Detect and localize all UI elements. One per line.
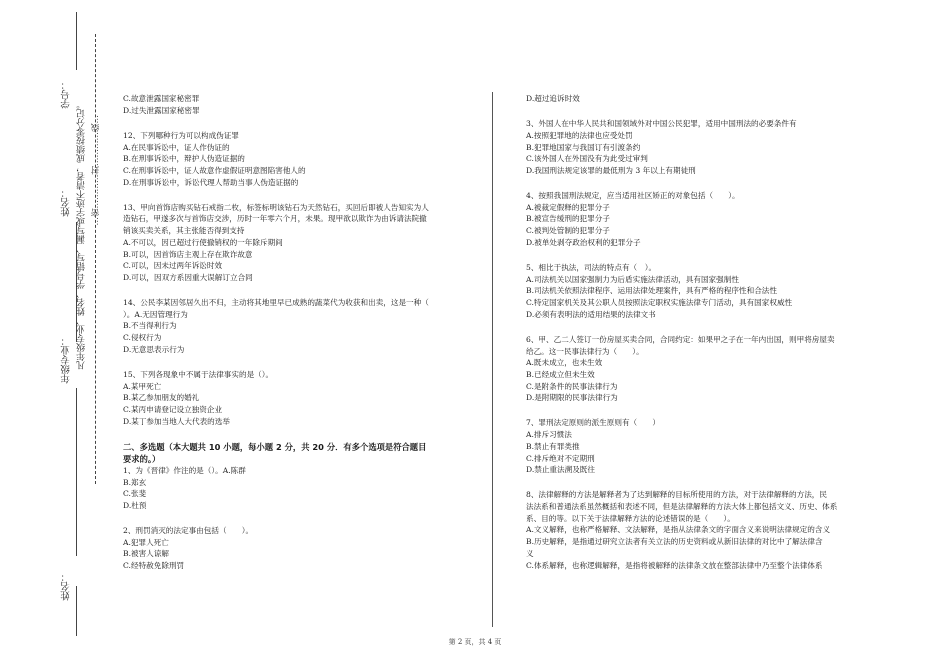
question-line: C.可以，因未过两年诉讼时效 bbox=[123, 261, 223, 271]
blank-line bbox=[526, 105, 866, 118]
question-line: A.在民事诉讼中，证人作伪证的 bbox=[123, 142, 230, 152]
question-line: D.禁止重法溯及既往 bbox=[526, 465, 595, 475]
question-line: C.是附条件的民事法律行为 bbox=[526, 381, 618, 391]
blank-line bbox=[123, 188, 478, 201]
question-line: B.司法机关依照法律程序、运用法律处理案件，具有严格的程序性和合法性 bbox=[526, 286, 777, 296]
question-line: A.司法机关以国家强制力为后盾实施法律活动，具有国家强制性 bbox=[526, 274, 739, 284]
question-line: A.不可以，因已超过行使撤销权的一年除斥期间 bbox=[123, 237, 283, 247]
question-line: 8、法律解释的方法是解释者为了达到解释的目标所使用的方法，对于法律解释的方法，民 bbox=[526, 490, 827, 500]
question-line: B.被害人谅解 bbox=[123, 549, 169, 559]
question-line: B.禁止有罪类推 bbox=[526, 441, 580, 451]
question-line: A.文义解释，也称严格解释、文法解释，是指从法律条文的字面含义来说明法律规定的含义 bbox=[526, 525, 831, 535]
question-line: B.犯罪地国家与我国订有引渡条约 bbox=[526, 142, 641, 152]
question-line: 13、甲向首饰店购买钻石戒指二枚，标签标明该钻石为天然钻石，买回后即被人告知实为人 bbox=[123, 202, 429, 212]
question-line: C.侵权行为 bbox=[123, 333, 162, 343]
question-line: 系、目的等。以下关于法律解释方法的论述错误的是（ ）。 bbox=[526, 513, 735, 523]
blank-line bbox=[123, 284, 478, 297]
question-line: B.郑玄 bbox=[123, 477, 147, 487]
question-line: B.不当得利行为 bbox=[123, 321, 177, 331]
question-line: 3、外国人在中华人民共和国领域外对中国公民犯罪，适用中国刑法的必要条件有 bbox=[526, 119, 797, 129]
question-line: A.按照犯罪地的法律也应受处罚 bbox=[526, 130, 633, 140]
section-title: 要求的。） bbox=[123, 453, 161, 464]
question-line: C.张斐 bbox=[123, 489, 147, 499]
binding-warning: 凡年级专业、姓名、学号错写、漏写或字迹不清者，成绩按零分记。 bbox=[77, 100, 87, 370]
section-title: 二、多选题（本大题共 10 小题，每小题 2 分，共 20 分．有多个选项是符合题目 bbox=[123, 441, 427, 452]
question-line: 给乙。这一民事法律行为（ ）。 bbox=[526, 346, 644, 356]
question-line: D.我国刑法规定该罪的最低刑为 3 年以上有期徒刑 bbox=[526, 165, 696, 175]
question-line: A.某甲死亡 bbox=[123, 381, 162, 391]
blank-line bbox=[526, 404, 866, 417]
question-line: 7、罪刑法定原则的派生原则有（ ） bbox=[526, 418, 660, 428]
question-line: 12、下列哪种行为可以构成伪证罪 bbox=[123, 130, 239, 140]
grade-major-label: 年级专业： bbox=[61, 336, 72, 384]
question-line: C.在刑事诉讼中，证人故意作虚假证明意图陷害他人的 bbox=[123, 165, 306, 175]
question-line: C.某丙申请登记设立独资企业 bbox=[123, 405, 223, 415]
question-line: 2、刑罚消灭的法定事由包括（ ）。 bbox=[123, 526, 254, 536]
question-line: B.可以，因首饰店主观上存在欺诈故意 bbox=[123, 249, 253, 259]
question-line: B.历史解释，是指通过研究立法者有关立法的历史资料或从新旧法律的对比中了解法律含 bbox=[526, 537, 823, 547]
question-line: C.该外国人在外国没有为此受过审判 bbox=[526, 154, 648, 164]
blank-line bbox=[526, 249, 866, 262]
question-line: 4、按照我国刑法规定，应当适用社区矫正的对象包括（ ）。 bbox=[526, 191, 740, 200]
question-line: C.故意泄露国家秘密罪 bbox=[123, 94, 200, 103]
question-line: D.被单处剥夺政治权利的犯罪分子 bbox=[526, 237, 641, 247]
blank-line bbox=[526, 476, 866, 489]
question-line: 义 bbox=[526, 548, 534, 558]
question-line: D.无意思表示行为 bbox=[123, 344, 185, 354]
blank-line bbox=[526, 177, 866, 190]
question-line: 法法系和普通法系虽然概括和表述不同，但是法律解释的方法大体上都包括文义、历史、体系 bbox=[526, 502, 838, 512]
blank-line bbox=[123, 512, 478, 525]
page-number: 第 2 页，共 4 页 bbox=[448, 638, 502, 646]
question-line: C.被判处管制的犯罪分子 bbox=[526, 226, 610, 236]
question-line: D.必须有表明法的适用结果的法律文书 bbox=[526, 309, 656, 319]
blank-line bbox=[123, 116, 478, 129]
question-line: D.在刑事诉讼中，诉讼代理人帮助当事人伪造证据的 bbox=[123, 177, 299, 187]
seal-line-label: …密…………封…………线… bbox=[91, 115, 101, 226]
question-line: A.犯罪人死亡 bbox=[123, 537, 169, 547]
question-line: B.某乙参加朋友的婚礼 bbox=[123, 393, 200, 403]
question-line: A.排斥习惯法 bbox=[526, 430, 572, 440]
question-line: D.杜预 bbox=[123, 500, 147, 510]
id-underline bbox=[76, 12, 77, 70]
question-line: B.被宣告缓刑的犯罪分子 bbox=[526, 214, 610, 224]
question-line: 1、为《晋律》作注的是（）。A.陈群 bbox=[123, 465, 246, 475]
question-line: D.过失泄露国家秘密罪 bbox=[123, 105, 200, 115]
question-line: D.超过追诉时效 bbox=[526, 94, 580, 103]
blank-line bbox=[123, 356, 478, 369]
left-column bbox=[123, 93, 478, 572]
question-line: 销该买卖关系，其主张能否得到支持 bbox=[123, 226, 245, 236]
question-line: C.经特赦免除刑罚 bbox=[123, 561, 185, 571]
school-label: 姓名： bbox=[61, 572, 72, 601]
question-line: 6、甲、乙二人签订一份房屋买卖合同，合同约定：如果甲之子在一年内出国，则甲将房屋卖 bbox=[526, 334, 835, 344]
question-line: C.特定国家机关及其公职人员按照法定职权实施法律专门活动，具有国家权威性 bbox=[526, 298, 793, 308]
right-column bbox=[526, 93, 866, 571]
question-line: ）。A.无因管理行为 bbox=[123, 309, 188, 319]
question-line: D.是附期限的民事法律行为 bbox=[526, 393, 618, 403]
school-underline bbox=[76, 586, 77, 636]
question-line: 15、下列各现象中不属于法律事实的是（）。 bbox=[123, 369, 274, 379]
question-line: 5、相比于执法，司法的特点有（ ）。 bbox=[526, 262, 657, 272]
question-line: B.在刑事诉讼中，辩护人伪造证据的 bbox=[123, 154, 245, 164]
question-line: B.已经成立但未生效 bbox=[526, 369, 595, 379]
question-line: 14、公民李某因邻居久出不归，主动将其地里早已成熟的蔬菜代为收获和出卖，这是一种（ bbox=[123, 298, 429, 308]
question-line: D.某丁参加当地人大代表的选举 bbox=[123, 416, 230, 426]
question-line: A.被裁定假释的犯罪分子 bbox=[526, 202, 610, 212]
student-id-label: 学号： bbox=[61, 80, 72, 109]
column-divider bbox=[492, 92, 493, 627]
dashed-seal-line bbox=[95, 34, 96, 484]
major-underline bbox=[76, 388, 77, 556]
question-line: C.排斥绝对不定期刑 bbox=[526, 453, 595, 463]
question-line: A.既未成立，也未生效 bbox=[526, 358, 603, 368]
blank-line bbox=[526, 320, 866, 333]
question-line: C.体系解释，也称逻辑解释，是指将被解释的法律条文放在整部法律中乃至整个法律体系 bbox=[526, 560, 823, 570]
blank-line bbox=[123, 427, 478, 440]
student-name-label: 姓名： bbox=[61, 188, 72, 217]
question-line: 造钻石，甲遂多次与首饰店交涉，历时一年零六个月，未果。现甲欲以欺诈为由诉请法院撤 bbox=[123, 214, 427, 224]
question-line: D.可以，因双方系因重大误解订立合同 bbox=[123, 272, 253, 282]
